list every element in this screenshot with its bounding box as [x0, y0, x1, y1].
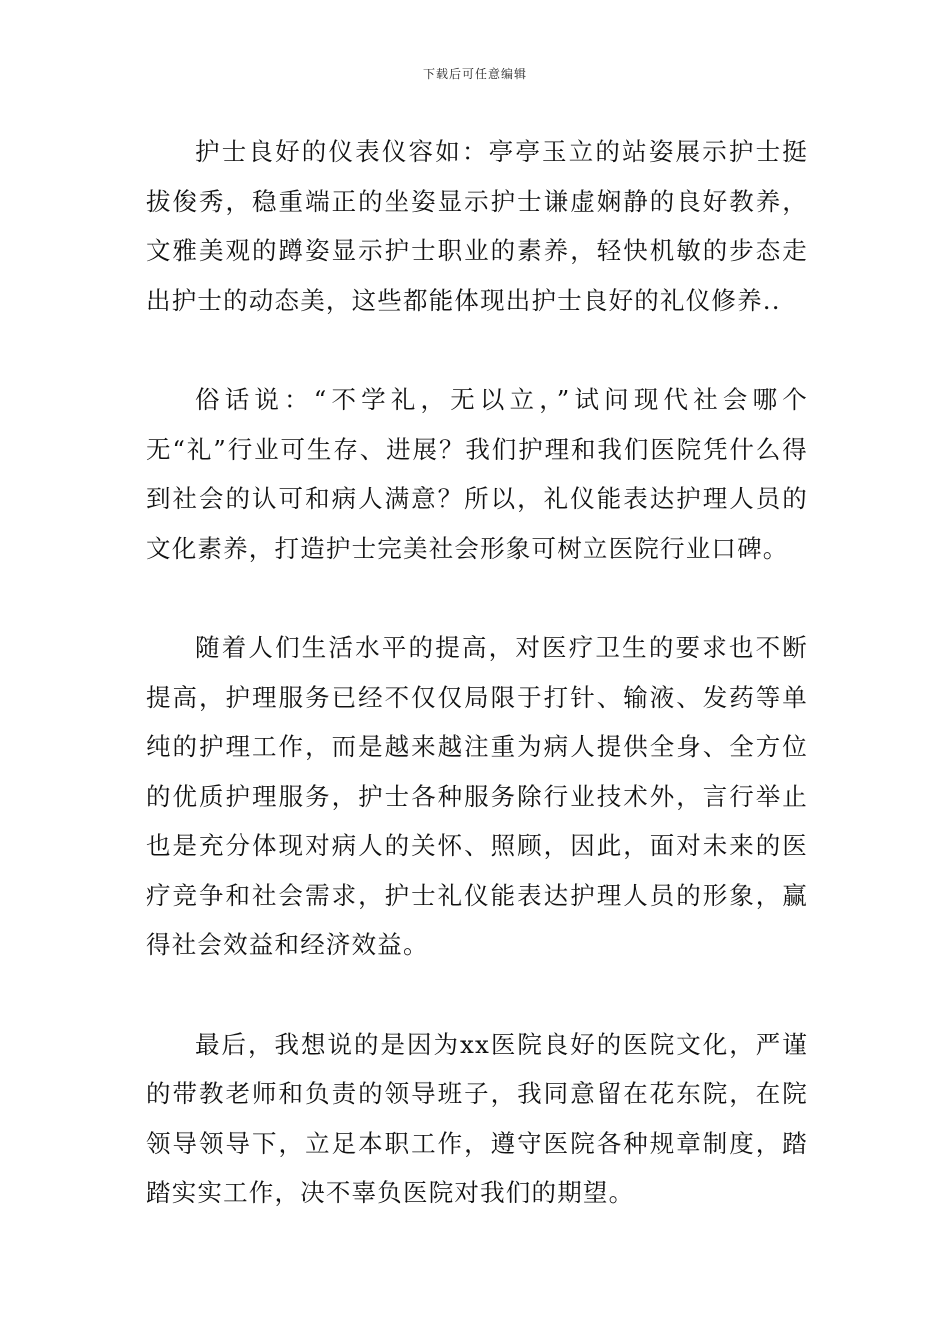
- page-header: 下载后可任意编辑: [422, 67, 527, 81]
- paragraph-etiquette-proverb: 俗话说：“不学礼，无以立，”试问现代社会哪个无“礼”行业可生存、进展？我们护理和我们医院凭什么得到社会的认可和病人满意？所以，礼仪能表达护理人员的文化素养，打造护士完美社会形象可树立医院行业口碑。: [146, 385, 808, 563]
- paragraph-nurse-appearance: 护士良好的仪表仪容如：亭亭玉立的站姿展示护士挺拔俊秀，稳重端正的坐姿显示护士谦虚娴静的良好教养，文雅美观的蹲姿显示护士职业的素养，轻快机敏的步态走出护士的动态美，这些都能体现出护士良好的礼仪修养..: [146, 137, 808, 315]
- document-body: [146, 127, 808, 1268]
- paragraph-service-quality: 随着人们生活水平的提高，对医疗卫生的要求也不断提高，护理服务已经不仅仅局限于打针、输液、发药等单纯的护理工作，而是越来越注重为病人提供全身、全方位的优质护理服务，护士各种服务除行业技术外，言行举止也是充分体现对病人的关怀、照顾，因此，面对未来的医疗竞争和社会需求，护士礼仪能表达护理人员的形象，赢得社会效益和经济效益。: [146, 633, 808, 959]
- paragraph-conclusion: 最后，我想说的是因为xx医院良好的医院文化，严谨的带教老师和负责的领导班子，我同意留在花东院，在院领导领导下，立足本职工作，遵守医院各种规章制度，踏踏实实工作，决不辜负医院对我们的期望。: [146, 1029, 808, 1207]
